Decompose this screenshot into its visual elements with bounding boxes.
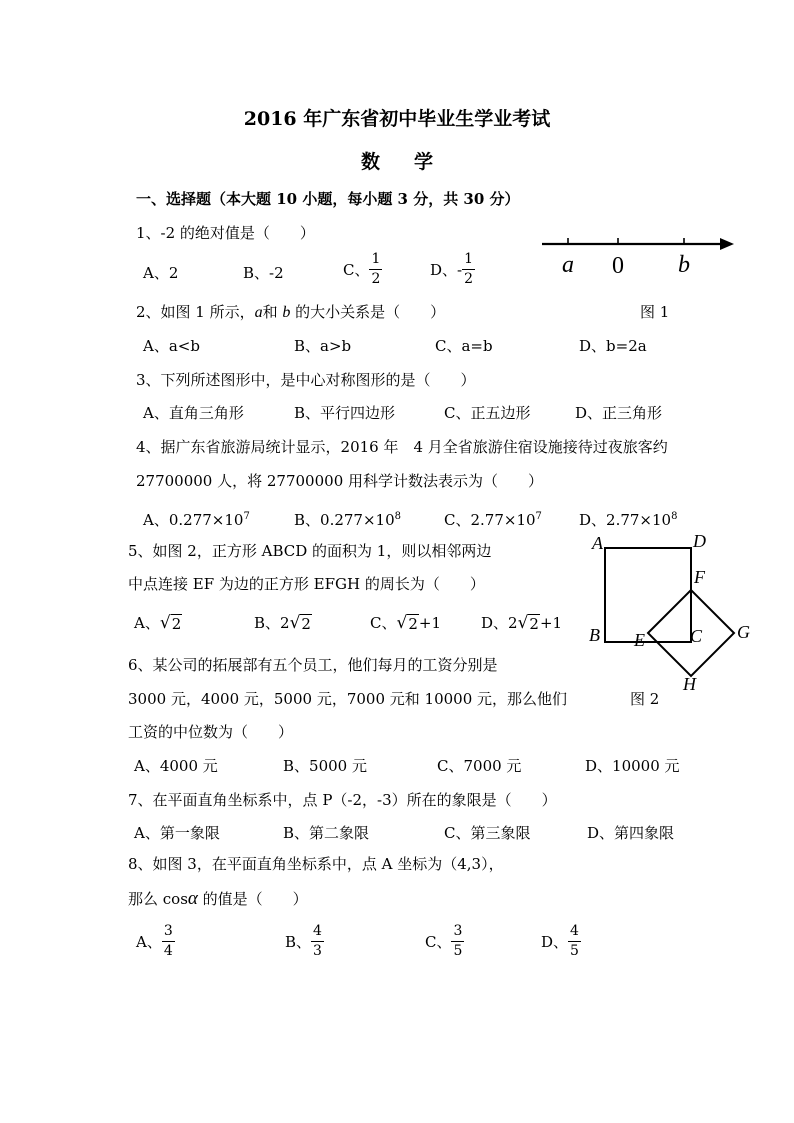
q4-d-exp: 8: [671, 511, 678, 522]
q2-option-b: B、a>b: [294, 337, 352, 355]
q3-option-a: A、直角三角形: [143, 404, 244, 422]
q3-option-b: B、平行四边形: [294, 404, 396, 422]
q5-d-radicand: 2: [529, 615, 539, 633]
square-abcd: [605, 548, 691, 642]
figure-1-caption: 图 1: [640, 303, 670, 321]
q6-option-a: A、4000 元: [134, 757, 218, 775]
q7-option-a: A、第一象限: [134, 824, 220, 842]
label-b: b: [678, 252, 690, 278]
q8-b-prefix: B、: [285, 933, 312, 951]
q8-a-prefix: A、: [136, 933, 162, 951]
q1-option-c-fraction: [369, 250, 382, 289]
q8-b-numerator: 4: [311, 922, 324, 942]
q5-option-c: [370, 612, 441, 633]
q7-option-c: C、第三象限: [444, 824, 531, 842]
q2-var-a: a: [254, 304, 263, 321]
q5-b-sqrt: [290, 613, 312, 633]
q8-b-fraction: [311, 922, 324, 961]
vertex-g: G: [737, 622, 750, 642]
q2-stem-post: 的大小关系是（ ）: [290, 303, 446, 321]
vertex-b: B: [589, 625, 600, 645]
figure-1-number-line: [536, 232, 736, 280]
q1-c-denominator: 2: [371, 271, 381, 287]
q2-option-d: D、b=2a: [579, 337, 647, 355]
q4-c-base: C、2.77×10: [444, 511, 536, 529]
figure-2-caption: 图 2: [630, 690, 660, 708]
q1-option-d-fraction: [462, 250, 475, 289]
q8-a-denominator: 4: [163, 943, 173, 959]
q8-d-denominator: 5: [570, 943, 579, 959]
q5-stem-line1: 5、如图 2，正方形 ABCD 的面积为 1，则以相邻两边: [128, 542, 492, 560]
q2-var-b: b: [282, 304, 291, 321]
q8-stem-line1: 8、如图 3，在平面直角坐标系中，点 A 坐标为（4,3），: [128, 855, 504, 873]
q4-stem-line1: 4、据广东省旅游局统计显示，2016 年 4 月全省旅游住宿设施接待过夜旅客约: [136, 438, 668, 456]
figure-2-squares: [588, 530, 758, 695]
vertex-c: C: [690, 626, 703, 646]
q6-option-c: C、7000 元: [437, 757, 522, 775]
q5-c-suffix: +1: [418, 614, 441, 632]
q8-d-numerator: 4: [568, 922, 581, 942]
q5-c-sqrt: [396, 613, 418, 633]
q8-c-numerator: 3: [451, 922, 464, 942]
q8-a-numerator: 3: [162, 922, 175, 942]
exam-subject: 数学: [360, 151, 467, 173]
q1-option-c: [343, 250, 382, 289]
q5-stem-line2: 中点连接 EF 为边的正方形 EFGH 的周长为（ ）: [128, 575, 485, 593]
q8-d-fraction: [568, 922, 581, 961]
q1-c-numerator: 1: [369, 250, 382, 270]
q8-stem-line2: [128, 888, 308, 910]
q2-stem: [136, 301, 445, 322]
q1-option-a: A、2: [143, 264, 179, 282]
q4-a-base: A、0.277×10: [143, 511, 244, 529]
section-heading: 一、选择题（本大题 10 小题，每小题 3 分，共 30 分）: [136, 190, 520, 208]
q5-a-sqrt: [160, 613, 182, 633]
q4-stem-line2: 27700000 人，将 27700000 用科学计数法表示为（ ）: [136, 472, 544, 490]
vertex-e: E: [634, 630, 645, 650]
q1-d-numerator: 1: [462, 250, 475, 270]
q2-option-a: A、a<b: [143, 337, 200, 355]
label-a: a: [562, 252, 574, 278]
q8-alpha: α: [187, 888, 198, 909]
q8-option-c: [425, 922, 464, 961]
q5-a-prefix: A、: [134, 614, 160, 632]
q6-stem-line1: 6、某公司的拓展部有五个员工，他们每月的工资分别是: [128, 656, 498, 674]
q1-option-d-prefix: D、-: [430, 261, 463, 279]
q5-a-radicand: 2: [171, 615, 182, 633]
sqrt-icon: √: [289, 613, 301, 633]
q2-option-c: C、a=b: [435, 337, 493, 355]
q3-option-d: D、正三角形: [575, 404, 663, 422]
q1-d-denominator: 2: [464, 271, 474, 287]
q1-option-d: [430, 250, 475, 289]
q4-option-a: [143, 509, 250, 530]
q4-option-c: [444, 509, 542, 530]
q2-stem-pre: 2、如图 1 所示，: [136, 303, 255, 321]
q8-d-prefix: D、: [541, 933, 569, 951]
q8-c-fraction: [451, 922, 464, 961]
q6-stem-line2: 3000 元，4000 元，5000 元，7000 元和 10000 元，那么他们: [128, 690, 568, 708]
q2-stem-mid: 和: [262, 303, 283, 321]
q8-stem-post: 的值是（ ）: [197, 890, 308, 908]
vertex-a: A: [592, 533, 603, 553]
q1-stem: 1、-2 的绝对值是（ ）: [136, 224, 315, 242]
q7-option-d: D、第四象限: [587, 824, 675, 842]
q5-d-sqrt: [518, 613, 540, 633]
q4-c-exp: 7: [535, 511, 542, 522]
q4-a-exp: 7: [243, 511, 250, 522]
q4-b-exp: 8: [394, 511, 401, 522]
q8-option-a: [136, 922, 175, 961]
q6-stem-line3: 工资的中位数为（ ）: [128, 723, 294, 741]
exam-title: 2016 年广东省初中毕业生学业考试: [243, 108, 551, 130]
q5-c-prefix: C、: [370, 614, 397, 632]
q1-option-b: B、-2: [243, 264, 284, 282]
sqrt-icon: √: [517, 613, 529, 633]
q3-option-c: C、正五边形: [444, 404, 531, 422]
q5-option-b: [254, 612, 312, 633]
q8-a-fraction: [162, 922, 175, 961]
sqrt-icon: √: [396, 613, 408, 633]
q8-c-denominator: 5: [453, 943, 463, 959]
q5-b-radicand: 2: [301, 615, 311, 633]
q8-b-denominator: 3: [313, 943, 322, 959]
vertex-f: F: [694, 567, 705, 587]
q6-option-d: D、10000 元: [585, 757, 680, 775]
vertex-h: H: [683, 674, 696, 694]
sqrt-icon: √: [159, 613, 171, 633]
q6-option-b: B、5000 元: [283, 757, 367, 775]
label-0: 0: [612, 253, 624, 279]
q8-option-b: [285, 922, 324, 961]
q4-d-base: D、2.77×10: [579, 511, 672, 529]
q5-b-prefix: B、2: [254, 614, 290, 632]
q8-option-d: [541, 922, 581, 961]
q4-b-base: B、0.277×10: [294, 511, 395, 529]
q8-stem-pre: 那么 cos: [128, 890, 188, 908]
q7-option-b: B、第二象限: [283, 824, 370, 842]
q5-d-prefix: D、2: [481, 614, 518, 632]
q1-option-c-prefix: C、: [343, 261, 370, 279]
q5-option-a: [134, 612, 182, 633]
arrow-right-icon: [720, 238, 734, 250]
q4-option-d: [579, 509, 677, 530]
q5-option-d: [481, 612, 562, 633]
q5-c-radicand: 2: [408, 615, 418, 633]
q7-stem: 7、在平面直角坐标系中，点 P（-2，-3）所在的象限是（ ）: [128, 791, 557, 809]
q8-c-prefix: C、: [425, 933, 452, 951]
q4-option-b: [294, 509, 401, 530]
q5-d-suffix: +1: [539, 614, 563, 632]
q3-stem: 3、下列所述图形中，是中心对称图形的是（ ）: [136, 371, 476, 389]
vertex-d: D: [693, 531, 706, 551]
